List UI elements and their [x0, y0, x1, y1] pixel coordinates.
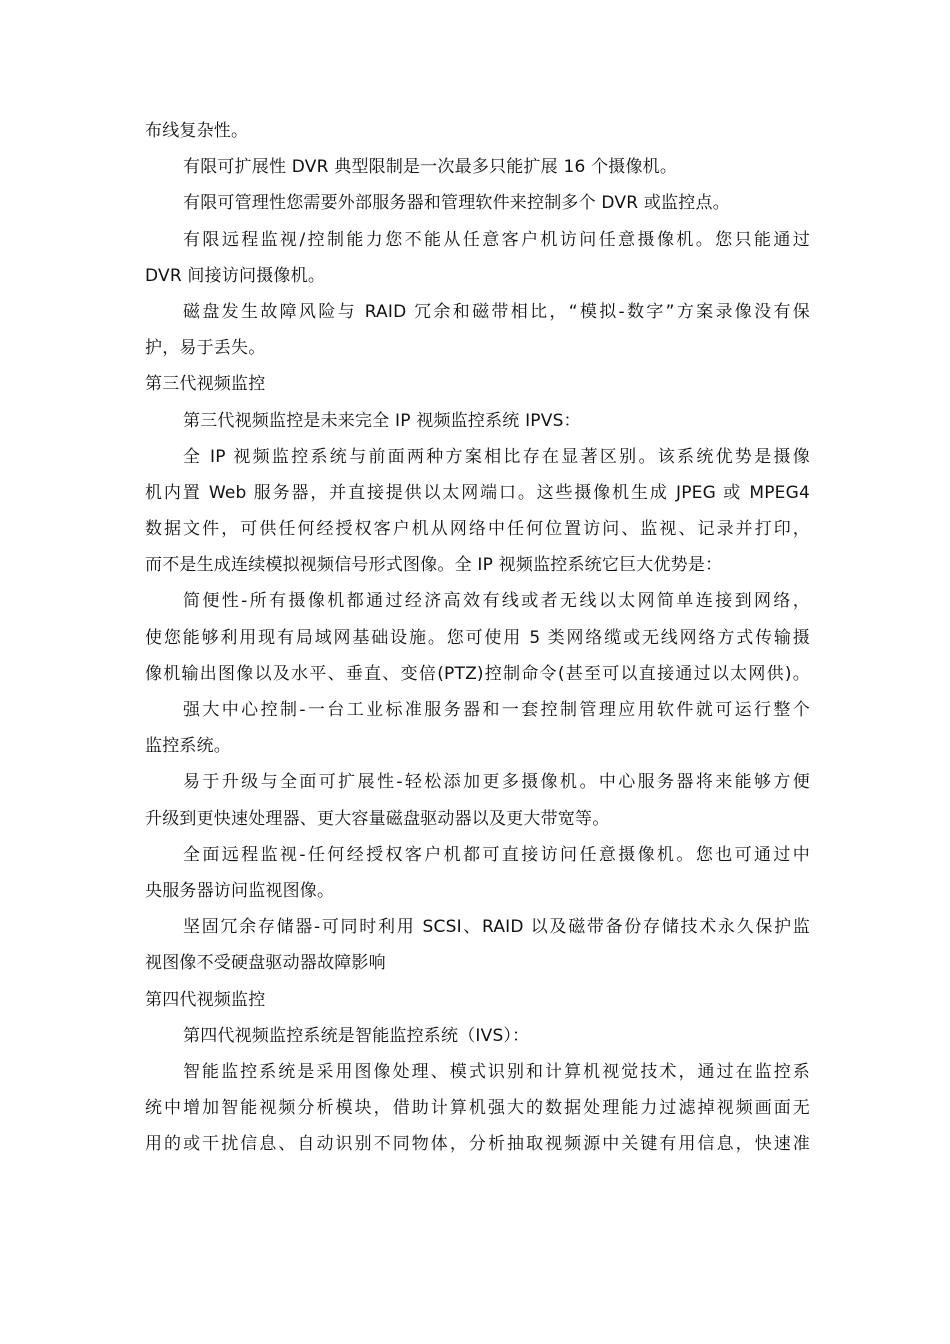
text-line: 视图像不受硬盘驱动器故障影响 — [145, 953, 386, 974]
text-line: 全面远程监视-任何经授权客户机都可直接访问任意摄像机。您也可通过中 — [183, 844, 810, 865]
text-line: DVR 间接访问摄像机。 — [145, 265, 326, 286]
text-line: 用的或干扰信息、自动识别不同物体，分析抽取视频源中关键有用信息，快速准 — [145, 1134, 810, 1155]
text-line: 第四代视频监控 — [145, 989, 266, 1010]
text-line: 易于升级与全面可扩展性-轻松添加更多摄像机。中心服务器将来能够方便 — [183, 772, 810, 793]
text-line: 全 IP 视频监控系统与前面两种方案相比存在显著区别。该系统优势是摄像 — [183, 446, 810, 467]
text-line: 有限远程监视/控制能力您不能从任意客户机访问任意摄像机。您只能通过 — [183, 229, 810, 250]
text-line: 有限可管理性您需要外部服务器和管理软件来控制多个 DVR 或监控点。 — [183, 193, 730, 214]
text-line: 使您能够利用现有局域网基础设施。您可使用 5 类网络缆或无线网络方式传输摄 — [145, 627, 810, 648]
text-line: 第三代视频监控是未来完全 IP 视频监控系统 IPVS： — [183, 410, 581, 431]
text-line: 第四代视频监控系统是智能监控系统（IVS）： — [183, 1025, 530, 1046]
text-line: 护，易于丢失。 — [145, 338, 266, 359]
text-line: 数据文件，可供任何经授权客户机从网络中任何位置访问、监视、记录并打印， — [145, 519, 810, 540]
text-line: 布线复杂性。 — [145, 121, 249, 141]
text-line: 而不是生成连续模拟视频信号形式图像。全 IP 视频监控系统它巨大优势是： — [145, 555, 723, 576]
text-line: 有限可扩展性 DVR 典型限制是一次最多只能扩展 16 个摄像机。 — [183, 157, 678, 178]
text-line: 磁盘发生故障风险与 RAID 冗余和磁带相比，“模拟-数字”方案录像没有保 — [183, 301, 810, 322]
text-line: 升级到更快速处理器、更大容量磁盘驱动器以及更大带宽等。 — [145, 808, 610, 829]
text-line: 智能监控系统是采用图像处理、模式识别和计算机视觉技术，通过在监控系 — [183, 1061, 810, 1082]
text-line: 央服务器访问监视图像。 — [145, 880, 335, 901]
text-line: 像机输出图像以及水平、垂直、变倍(PTZ)控制命令(甚至可以直接通过以太网供)。 — [145, 663, 810, 684]
document-page — [145, 113, 810, 1162]
text-line: 统中增加智能视频分析模块，借助计算机强大的数据处理能力过滤掉视频画面无 — [145, 1098, 810, 1119]
text-line: 简便性-所有摄像机都通过经济高效有线或者无线以太网简单连接到网络， — [183, 591, 810, 612]
text-line: 强大中心控制-一台工业标准服务器和一套控制管理应用软件就可运行整个 — [183, 700, 810, 720]
text-line: 监控系统。 — [145, 736, 231, 757]
text-line: 机内置 Web 服务器，并直接提供以太网端口。这些摄像机生成 JPEG 或 MPEG4 — [145, 482, 810, 503]
text-line: 第三代视频监控 — [145, 374, 266, 395]
text-line: 坚固冗余存储器-可同时利用 SCSI、RAID 以及磁带备份存储技术永久保护监 — [183, 917, 810, 938]
